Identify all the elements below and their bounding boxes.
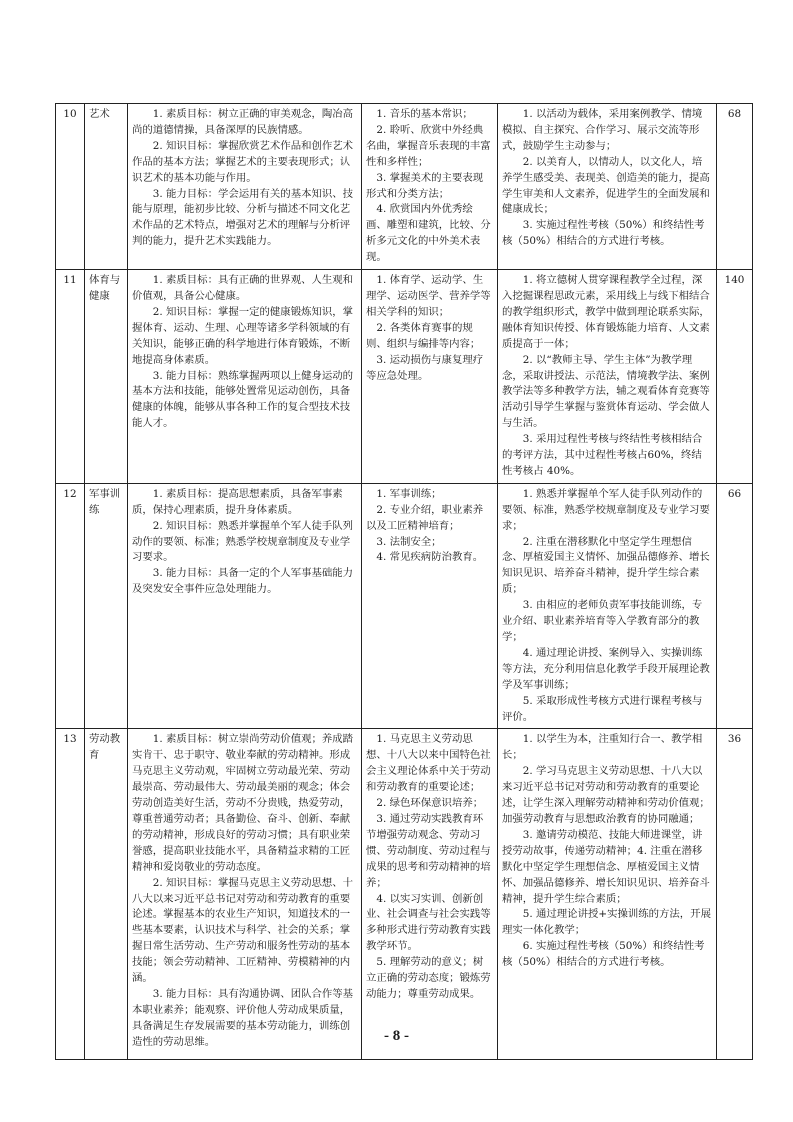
- row-number: 10: [56, 104, 85, 270]
- content-item: 4. 以实习实训、创新创业、社会调查与社会实践等多种形式进行劳动教育实践教学环节。: [366, 892, 491, 953]
- course-content: [362, 270, 498, 484]
- objective-item: 3. 能力目标：具备一定的个人军事基础能力及突发安全事件应急处理能力。: [132, 567, 354, 596]
- course-objectives: [128, 104, 362, 270]
- objective-item: 1. 素质目标：提高思想素质，具备军事素质，保持心理素质，提升身体素质。: [132, 487, 343, 516]
- course-name: 劳动教育: [85, 729, 128, 1060]
- teaching-item: 1. 以活动为载体，采用案例教学、情境模拟、自主探究、合作学习、展示交流等形式，鼓励学生主动参与；: [502, 108, 703, 152]
- teaching-item: 3. 采用过程性考核与终结性考核相结合的考评方法，其中过程性考核占60%，终结性考核占 40%。: [502, 433, 703, 477]
- teaching-item: 5. 采取形成性考核方式进行课程考核与评价。: [502, 694, 703, 723]
- content-item: 1. 军事训练；: [376, 487, 442, 500]
- course-objectives: [128, 729, 362, 1060]
- objective-item: 3. 能力目标：具有沟通协调、团队合作等基本职业素养；能观察、评价他人劳动成果质量，具备满足生存发展需要的基本劳动能力，训练创造性的劳动思维。: [132, 987, 354, 1048]
- row-number: 13: [56, 729, 85, 1060]
- teaching-item: 6. 实施过程性考核（50%）和终结性考核（50%）相结合的方式进行考核。: [502, 940, 705, 969]
- teaching-item: 2. 学习马克思主义劳动思想、十八大以来习近平总书记对劳动和劳动教育的重要论述，让学生深入理解劳动精神和劳动价值观；加强劳动教育与思想政治教育的协同融通；: [502, 765, 710, 825]
- course-name: 军事训练: [85, 483, 128, 729]
- course-objectives: [128, 483, 362, 729]
- row-number: 12: [56, 483, 85, 729]
- content-item: 3. 通过劳动实践教育环节增强劳动观念、劳动习惯、劳动制度、劳动过程与成果的思考和劳动精神的培养；: [366, 812, 491, 889]
- course-name: 艺术: [85, 104, 128, 270]
- table-row: [56, 729, 753, 1060]
- objective-item: 3. 能力目标：熟练掌握两项以上健身运动的基本方法和技能，能够处置常见运动创伤，具备健康的体魄，能够从事各种工作的复合型技术技能人才。: [132, 369, 354, 430]
- course-hours: 66: [717, 483, 753, 729]
- teaching-item: 3. 实施过程性考核（50%）和终结性考核（50%）相结合的方式进行考核。: [502, 219, 705, 248]
- table-row: [56, 104, 753, 270]
- content-item: 2. 绿色环保意识培养；: [376, 797, 484, 810]
- content-item: 4. 常见疾病防治教育。: [376, 551, 484, 564]
- content-item: 3. 掌握美术的主要表现形式和分类方法；: [366, 171, 484, 200]
- teaching-requirements: [498, 104, 717, 270]
- teaching-item: 3. 由相应的老师负责军事技能训练，专业介绍、职业素养培育等入学教育部分的教学；: [502, 599, 703, 643]
- objective-item: 1. 素质目标：具有正确的世界观、人生观和价值观，具备公心健康。: [132, 274, 354, 302]
- teaching-requirements: [498, 270, 717, 484]
- table-row: [56, 270, 753, 484]
- objective-item: 2. 知识目标：熟悉并掌握单个军人徒手队列动作的要领、标准；熟悉学校规章制度及专业学习要求。: [132, 519, 354, 564]
- objective-item: 2. 知识目标：掌握马克思主义劳动思想、十八大以来习近平总书记对劳动和劳动教育的重要论述。掌握基本的农业生产知识，知道技术的一些基本要素，认识技术与科学、社会的关系；掌握日常生活劳动、生产劳动和服务性劳动的基本技能；领会劳动精神、工匠精神、劳模精神的内涵。: [132, 876, 354, 985]
- content-item: 5. 理解劳动的意义；树立正确的劳动态度；锻炼劳动能力；尊重劳动成果。: [366, 956, 491, 1000]
- content-item: 2. 聆听、欣赏中外经典名曲，掌握音乐表现的丰富性和多样性；: [366, 123, 491, 168]
- teaching-requirements: [498, 729, 717, 1060]
- objective-item: 1. 素质目标：树立崇尚劳动价值观；养成踏实肯干、忠于职守、敬业奉献的劳动精神。形成马克思主义劳动观，牢固树立劳动最光荣、劳动最崇高、劳动最伟大、劳动最美丽的观念；体会劳动创造美好生活，劳动不分贵贱，热爱劳动，尊重普通劳动者；具备勤俭、奋斗、创新、奉献的劳动精神，形成良好的劳动习惯；具有职业荣誉感，提高职业技能水平，具备精益求精的工匠精神和爱岗敬业的劳动态度。: [132, 733, 354, 873]
- teaching-item: 2. 以“教师主导、学生主体”为教学理念，采取讲授法、示范法，情境教学法、案例教学法等多种教学方法，辅之观看体育竞赛等活动引导学生掌握与鉴赏体育运动、学会做人与生活。: [502, 353, 710, 430]
- teaching-requirements: [498, 483, 717, 729]
- objective-item: 3. 能力目标：学会运用有关的基本知识、技能与原理，能初步比较、分析与描述不同文化艺术作品的艺术特点，增强对艺术的理解与分析评判的能力，提升艺术实践能力。: [132, 187, 354, 248]
- objective-item: 1. 素质目标：树立正确的审美观念，陶冶高尚的道德情操，具备深厚的民族情感。: [132, 108, 354, 136]
- teaching-item: 2. 以美育人，以情动人，以文化人，培养学生感受美、表现美、创造美的能力，提高学生审美和人文素养，促进学生的全面发展和健康成长；: [502, 155, 710, 216]
- course-content: [362, 104, 498, 270]
- teaching-item: 1. 以学生为本，注重知行合一、教学相长；: [502, 733, 703, 762]
- objective-item: 2. 知识目标：掌握欣赏艺术作品和创作艺术作品的基本方法；掌握艺术的主要表现形式；认识艺术的基本功能与作用。: [132, 139, 354, 184]
- table-row: [56, 483, 753, 729]
- page-number: - 8 -: [384, 1028, 409, 1044]
- curriculum-table: [55, 103, 753, 1060]
- teaching-item: 3. 邀请劳动模范、技能大师进课堂，讲授劳动故事，传递劳动精神；4. 注重在潜移默化中坚定学生理想信念、厚植爱国主义情怀、加强品德修养、增长知识见识、培养奋斗精神，提升学生综合素质；: [502, 828, 710, 905]
- teaching-item: 4. 通过理论讲授、案例导入、实操训练等方法，充分利用信息化教学手段开展理论教学及军事训练；: [502, 646, 710, 691]
- content-item: 3. 法制安全；: [376, 535, 442, 548]
- course-hours: 140: [717, 270, 753, 484]
- course-content: [362, 483, 498, 729]
- course-objectives: [128, 270, 362, 484]
- content-item: 1. 体育学、运动学、生理学、运动医学、营养学等相关学科的知识；: [366, 274, 491, 318]
- teaching-item: 2. 注重在潜移默化中坚定学生理想信念、厚植爱国主义情怀、加强品德修养、增长知识见识、培养奋斗精神，提升学生综合素质；: [502, 535, 710, 596]
- teaching-item: 1. 将立德树人贯穿课程教学全过程，深入挖掘课程思政元素，采用线上与线下相结合的教学组织形式，教学中做到理论联系实际，融体育知识传授、体育锻炼能力培育、人文素质提高于一体；: [502, 274, 710, 350]
- row-number: 11: [56, 270, 85, 484]
- content-item: 2. 各类体育赛事的规则、组织与编排等内容；: [366, 321, 481, 350]
- content-item: 1. 马克思主义劳动思想、十八大以来中国特色社会主义理论体系中关于劳动和劳动教育的重要论述；: [366, 733, 491, 794]
- teaching-item: 5. 通过理论讲授+实操训练的方法，开展理实一体化教学；: [502, 908, 711, 937]
- course-hours: 36: [717, 729, 753, 1060]
- content-item: 4. 欣赏国内外优秀绘画、雕塑和建筑，比较、分析多元文化的中外美术表现。: [366, 203, 491, 264]
- course-hours: 68: [717, 104, 753, 270]
- content-item: 1. 音乐的基本常识；: [376, 108, 473, 120]
- content-item: 2. 专业介绍，职业素养以及工匠精神培育；: [366, 503, 484, 532]
- course-content: [362, 729, 498, 1060]
- objective-item: 2. 知识目标：掌握一定的健康锻炼知识，掌握体育、运动、生理、心理等诸多学科领域的有关知识，能够正确的科学地进行体育锻炼，不断地提高身体素质。: [132, 305, 354, 366]
- content-item: 3. 运动损伤与康复理疗等应急处理。: [366, 353, 484, 382]
- teaching-item: 1. 熟悉并掌握单个军人徒手队列动作的要领、标准，熟悉学校规章制度及专业学习要求；: [502, 487, 710, 532]
- course-name: 体育与健康: [85, 270, 128, 484]
